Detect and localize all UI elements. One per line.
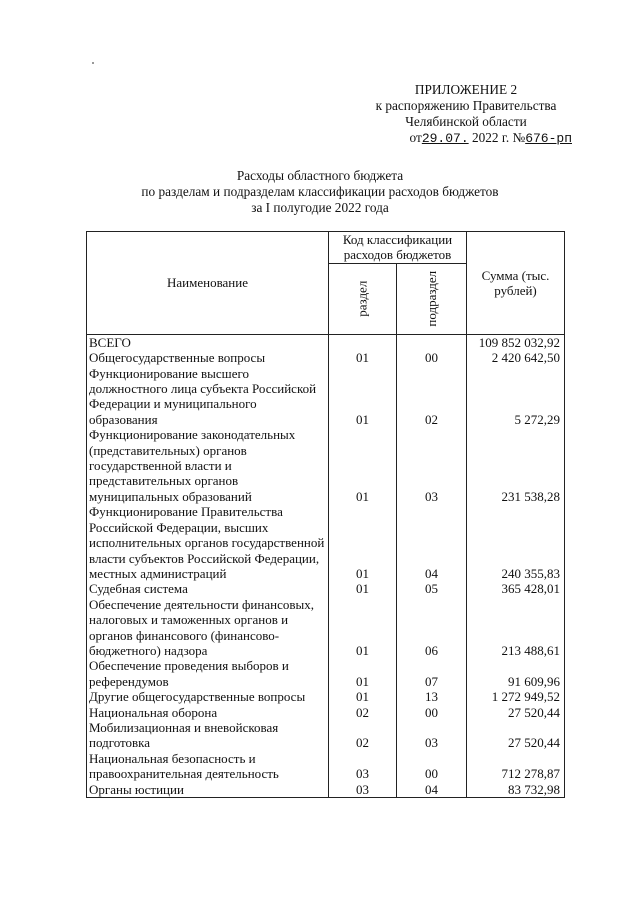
cell-name: Функционирование высшего должностного лица субъекта Российской Федерации и муниципального образования (87, 366, 329, 428)
cell-subsection: 07 (397, 658, 467, 689)
document-title (60, 168, 580, 216)
cell-name: Мобилизационная и вневойсковая подготовка (87, 720, 329, 751)
cell-name: Национальная оборона (87, 705, 329, 720)
cell-name: Органы юстиции (87, 782, 329, 798)
table-row (87, 720, 565, 751)
cell-name: Другие общегосударственные вопросы (87, 689, 329, 704)
cell-amount: 109 852 032,92 (467, 334, 565, 350)
cell-section: 03 (329, 751, 397, 782)
header-section-label: раздел (354, 280, 370, 317)
cell-section: 02 (329, 720, 397, 751)
cell-amount: 231 538,28 (467, 427, 565, 504)
cell-name: Функционирование Правительства Российской Федерации, высших исполнительных органов государственной власти субъектов Российской Федерации, местных администраций (87, 504, 329, 581)
appendix-date-line (360, 130, 572, 147)
cell-name: ВСЕГО (87, 334, 329, 350)
cell-section: 01 (329, 689, 397, 704)
table-row (87, 504, 565, 581)
cell-section: 01 (329, 350, 397, 365)
appendix-block (360, 82, 572, 147)
cell-amount: 1 272 949,52 (467, 689, 565, 704)
expenses-table (86, 231, 565, 798)
doc-number: 676-рп (525, 131, 572, 146)
cell-section: 01 (329, 504, 397, 581)
cell-section: 03 (329, 782, 397, 798)
title-line-1: Расходы областного бюджета (236, 168, 404, 183)
cell-amount: 83 732,98 (467, 782, 565, 798)
appendix-title: ПРИЛОЖЕНИЕ 2 (414, 82, 518, 97)
table-row (87, 782, 565, 798)
header-name: Наименование (87, 232, 329, 335)
cell-name: Национальная безопасность и правоохранительная деятельность (87, 751, 329, 782)
appendix-line-order: к распоряжению Правительства (375, 98, 557, 113)
cell-subsection: 06 (397, 597, 467, 659)
cell-amount: 27 520,44 (467, 720, 565, 751)
cell-section: 02 (329, 705, 397, 720)
header-code-group: Код классификации расходов бюджетов (329, 232, 467, 264)
table-row (87, 334, 565, 350)
appendix-line-region: Челябинской области (405, 114, 527, 129)
cell-subsection: 03 (397, 720, 467, 751)
table-row (87, 581, 565, 596)
header-sum: Сумма (тыс. рублей) (467, 232, 565, 335)
cell-section (329, 334, 397, 350)
cell-name: Судебная система (87, 581, 329, 596)
cell-subsection: 00 (397, 751, 467, 782)
date-year: 2022 г. № (471, 130, 526, 145)
table-row (87, 689, 565, 704)
header-section (329, 263, 397, 334)
table-row (87, 658, 565, 689)
cell-name: Обеспечение проведения выборов и референдумов (87, 658, 329, 689)
title-line-3: за I полугодие 2022 года (251, 200, 389, 215)
cell-amount: 2 420 642,50 (467, 350, 565, 365)
cell-subsection: 05 (397, 581, 467, 596)
cell-subsection: 03 (397, 427, 467, 504)
cell-subsection (397, 334, 467, 350)
cell-section: 01 (329, 427, 397, 504)
cell-amount: 5 272,29 (467, 366, 565, 428)
cell-amount: 365 428,01 (467, 581, 565, 596)
cell-name: Общегосударственные вопросы (87, 350, 329, 365)
cell-amount: 27 520,44 (467, 705, 565, 720)
cell-name: Обеспечение деятельности финансовых, налоговых и таможенных органов и органов финансового (финансово-бюджетного) надзора (87, 597, 329, 659)
cell-subsection: 00 (397, 705, 467, 720)
cell-section: 01 (329, 597, 397, 659)
cell-section: 01 (329, 366, 397, 428)
table-row (87, 705, 565, 720)
header-subsection-label: подраздел (423, 270, 439, 327)
cell-amount: 91 609,96 (467, 658, 565, 689)
cell-subsection: 13 (397, 689, 467, 704)
scan-speck (92, 62, 94, 64)
table-row (87, 751, 565, 782)
date-day: 29.07. (421, 131, 469, 146)
cell-amount: 213 488,61 (467, 597, 565, 659)
date-prefix: от (409, 130, 422, 145)
cell-subsection: 02 (397, 366, 467, 428)
table-row (87, 366, 565, 428)
table-row (87, 597, 565, 659)
table-body (87, 334, 565, 797)
cell-subsection: 00 (397, 350, 467, 365)
cell-subsection: 04 (397, 504, 467, 581)
cell-amount: 240 355,83 (467, 504, 565, 581)
table-row (87, 427, 565, 504)
header-subsection (397, 263, 467, 334)
cell-section: 01 (329, 581, 397, 596)
cell-name: Функционирование законодательных (представительных) органов государственной власти и представительных органов муниципальных образований (87, 427, 329, 504)
title-line-2: по разделам и подразделам классификации расходов бюджетов (141, 184, 499, 199)
cell-section: 01 (329, 658, 397, 689)
cell-amount: 712 278,87 (467, 751, 565, 782)
table-row (87, 350, 565, 365)
cell-subsection: 04 (397, 782, 467, 798)
